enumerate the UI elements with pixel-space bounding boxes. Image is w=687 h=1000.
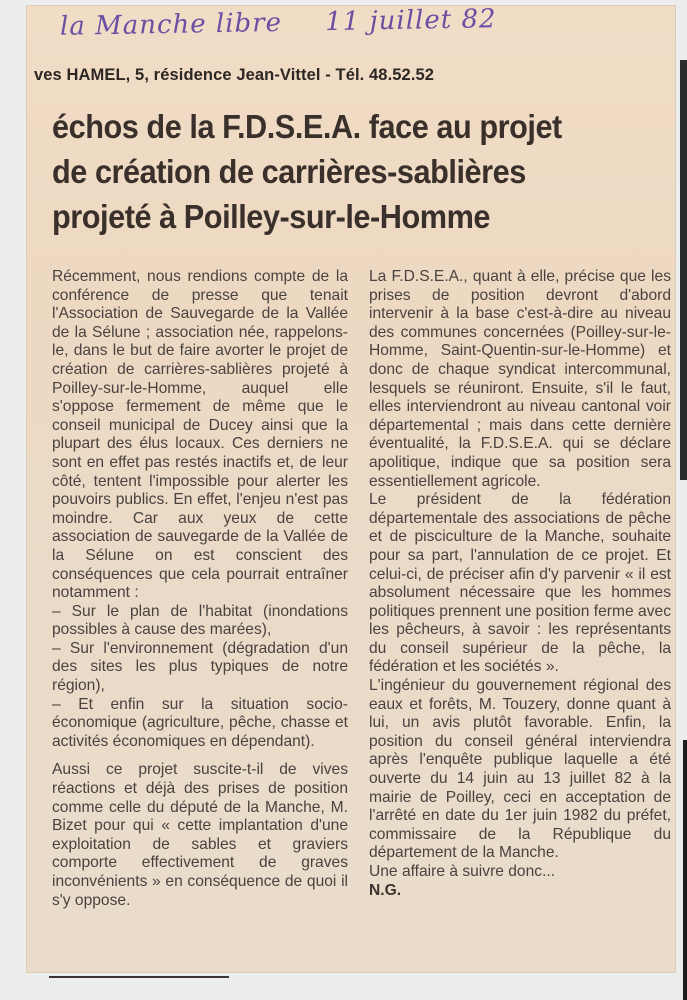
adjacent-clipping-edge-lower xyxy=(683,740,687,1000)
headline-line-3: projeté à Poilley-sur-le-Homme xyxy=(52,198,491,235)
headline-line-1: échos de la F.D.S.E.A. face au projet xyxy=(52,108,562,145)
paragraph-intro: Récemment, nous rendions compte de la conférence de presse que tenait l'Association de Sauvegarde de la Vallée de la Sélune ; association née, rappelons-le, dans le but de faire avorter le projet de création de carrières-sablières projeté à Poilley-sur-le-Homme, auquel elle s'oppose fermement de même que le conseil municipal de Ducey ainsi que la plupart des élus locaux. Ces derniers ne sont en effet pas restés inactifs et, de leur côté, tentent l'impossible pour alerter les pouvoirs publics. En effet, l'enjeu n'est pas moindre. Car aux yeux de cette association de sauvegarde de la Vallée de la Sélune on est conscient des conséquences que cela pourrait entraîner notamment : xyxy=(52,268,348,602)
article-column-left xyxy=(52,268,348,910)
article-headline xyxy=(52,104,610,239)
list-item-socio-economic: – Et enfin sur la situation socio-économique (agriculture, pêche, chasse et activités économiques en dépendant). xyxy=(52,695,348,750)
paragraph-engineer: L'ingénieur du gouvernement régional des eaux et forêts, M. Touzery, donne quant à lui, un avis plutôt favorable. Enfin, la position du conseil général interviendra après l'enquête publique laquelle a été ouverte du 14 juin au 13 juillet 82 à la mairie de Poilley, ceci en acceptation de l'arrêté en date du 1er juin 1982 du préfet, commissaire de la République du département de la Manche. xyxy=(369,677,671,862)
address-line: ves HAMEL, 5, résidence Jean-Vittel - Tél. 48.52.52 xyxy=(34,66,435,84)
adjacent-clipping-edge xyxy=(680,60,687,480)
paragraph-fdsea: La F.D.S.E.A., quant à elle, précise que les prises de position devront d'abord intervenir à la base c'est-à-dire au niveau des communes concernées (Poilley-sur-le-Homme, Saint-Quentin-sur-le-Homme) et donc de chaque syndicat intercommunal, lesquels se réuniront. Ensuite, s'il le faut, elles interviendront au niveau cantonal voir départemental ; mais dans cette dernière éventualité, la F.D.S.E.A. qui se déclare apolitique, indique que sa position sera essentiellement agricole. xyxy=(369,268,671,490)
handwritten-date: 11 juillet 82 xyxy=(324,4,497,38)
article-column-right xyxy=(369,268,671,900)
list-item-habitat: – Sur le plan de l'habitat (inondations possibles à cause des marées), xyxy=(52,602,348,639)
author-signature: N.G. xyxy=(369,881,402,899)
headline-line-2: de création de carrières-sablières xyxy=(52,153,526,190)
handwritten-publication: la Manche libre xyxy=(59,7,283,42)
paragraph-deputy: Aussi ce projet suscite-t-il de vives réactions et déjà des prises de position comme celle du député de la Manche, M. Bizet pour qui « cette implantation d'une exploitation de sables et graviers comporte effectivement de graves inconvénients » en conséquence de quoi il s'y oppose. xyxy=(52,761,348,909)
paragraph-fishing-federation: Le président de la fédération départementale des associations de pêche et de pisciculture de la Manche, souhaite pour sa part, l'annulation de ce projet. Et celui-ci, de préciser afin d'y parvenir « il est absolument nécessaire que les hommes politiques prennent une position ferme avec les pêcheurs, à savoir : les représentants du conseil supérieur de la pêche, la fédération et les sociétés ». xyxy=(369,491,671,676)
list-item-environment: – Sur l'environnement (dégradation d'un des sites les plus typiques de notre région), xyxy=(52,639,348,695)
paragraph-closing: Une affaire à suivre donc... xyxy=(369,863,556,880)
